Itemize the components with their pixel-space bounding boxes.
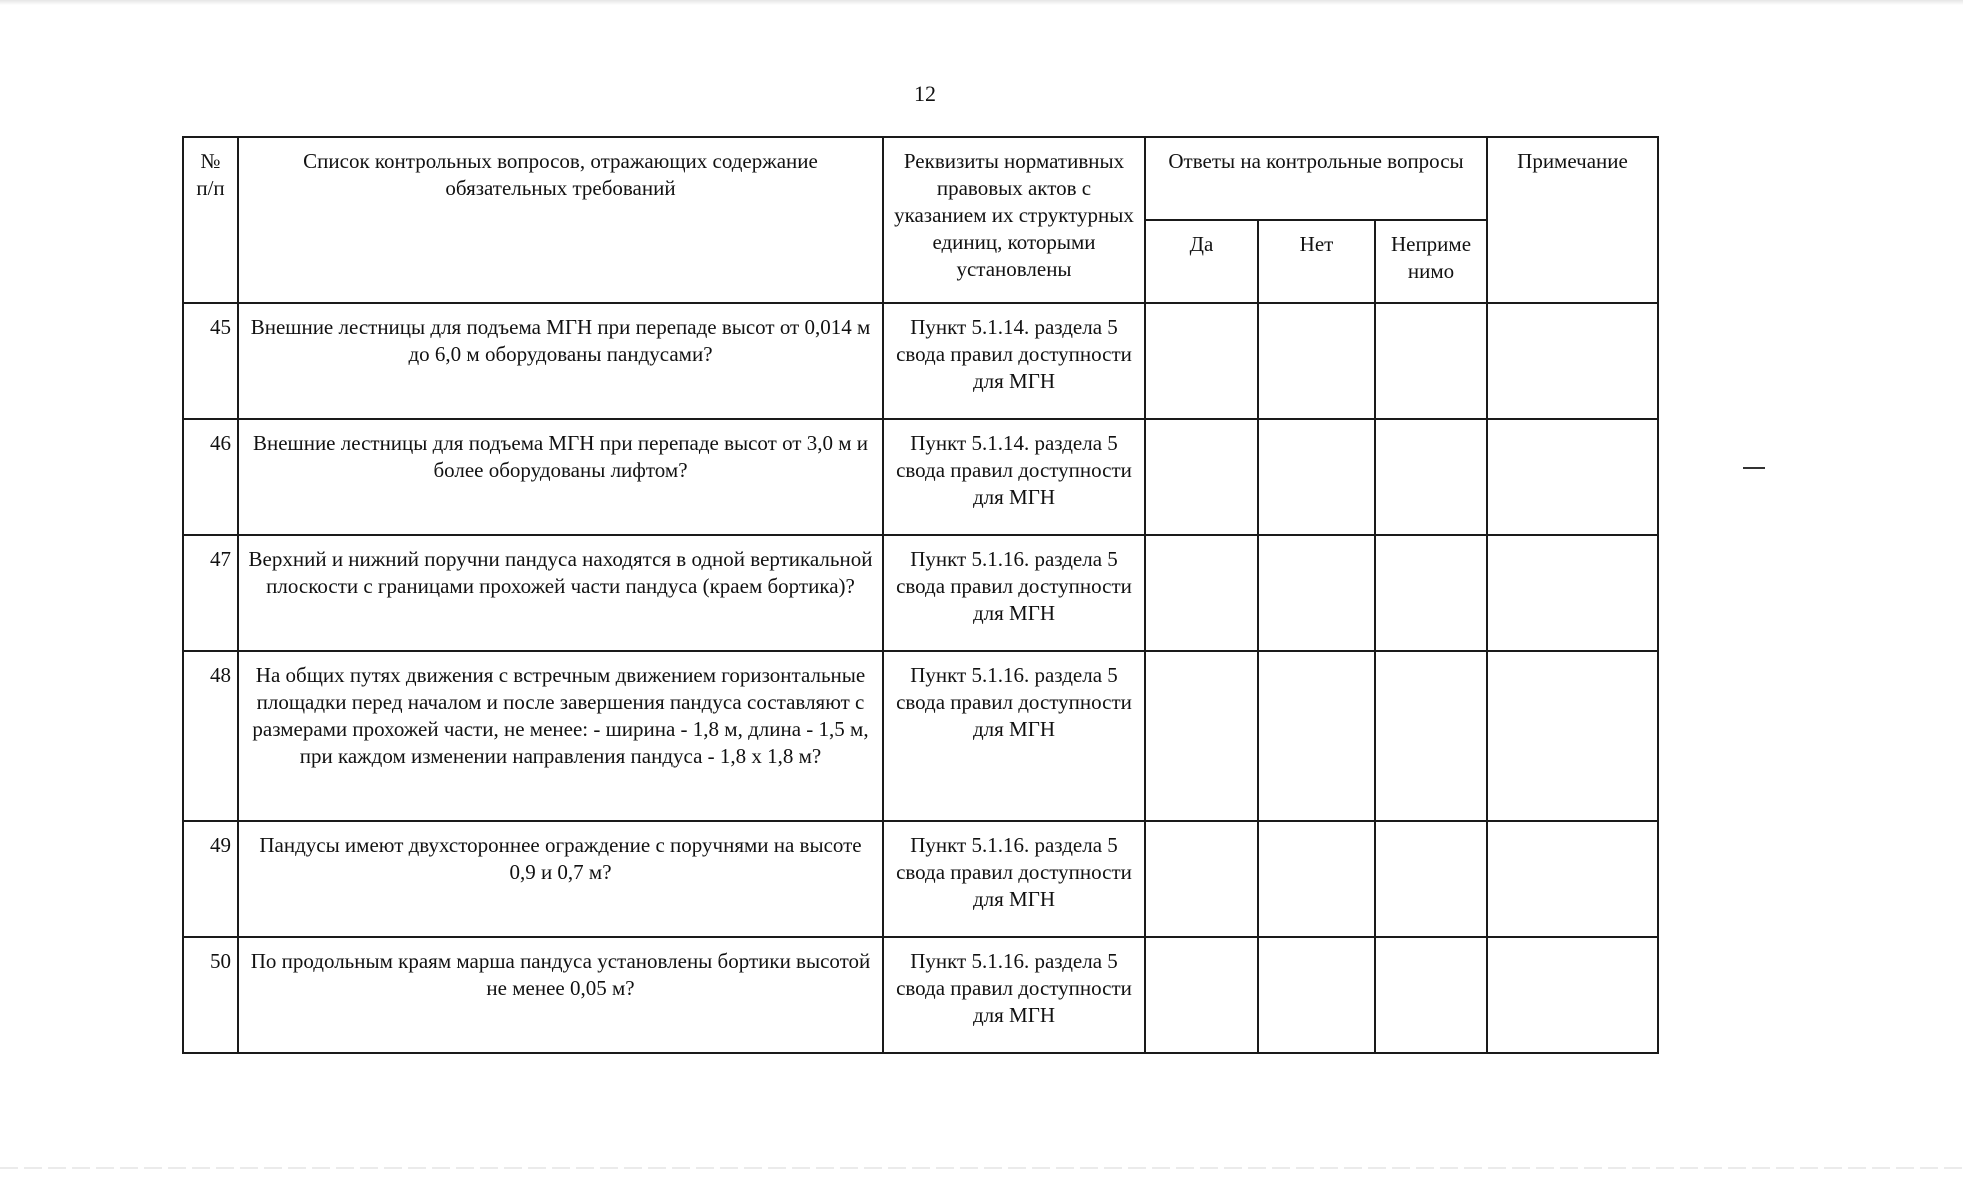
row-num: 48 [183,651,238,821]
answer-no-cell[interactable] [1258,419,1375,535]
table-row [183,821,1658,937]
answer-not-applicable-cell[interactable] [1375,535,1487,651]
row-question: Внешние лестницы для подъема МГН при перепаде высот от 0,014 м до 6,0 м оборудованы пандусами? [238,303,883,419]
header-num: № п/п [183,137,238,303]
answer-yes-cell[interactable] [1145,651,1258,821]
answer-not-applicable-cell[interactable] [1375,419,1487,535]
row-question: Верхний и нижний поручни пандуса находятся в одной вертикальной плоскости с границами прохожей части пандуса (краем бортика)? [238,535,883,651]
page-number: 12 [914,81,936,106]
header-yes: Да [1145,220,1258,303]
margin-dash [1743,467,1765,469]
answer-not-applicable-cell[interactable] [1375,937,1487,1053]
header-no: Нет [1258,220,1375,303]
header-not-applicable: Неприме нимо [1375,220,1487,303]
row-question: По продольным краям марша пандуса установлены бортики высотой не менее 0,05 м? [238,937,883,1053]
table-row [183,651,1658,821]
answer-no-cell[interactable] [1258,651,1375,821]
row-requisite: Пункт 5.1.16. раздела 5 свода правил доступности для МГН [883,821,1145,937]
header-requisites-text: Реквизиты нормативных правовых актов с указанием их структурных единиц, которыми установлены [894,149,1134,281]
scan-edge-top [0,0,1963,5]
row-num: 46 [183,419,238,535]
checklist-table [182,136,1659,1054]
header-answers: Ответы на контрольные вопросы [1145,137,1487,220]
note-cell[interactable] [1487,651,1658,821]
table-row [183,419,1658,535]
note-cell[interactable] [1487,821,1658,937]
table-row [183,937,1658,1053]
row-requisite: Пункт 5.1.16. раздела 5 свода правил доступности для МГН [883,651,1145,821]
scan-edge-bottom [0,1167,1963,1169]
note-cell[interactable] [1487,419,1658,535]
answer-not-applicable-cell[interactable] [1375,651,1487,821]
row-num: 45 [183,303,238,419]
answer-not-applicable-cell[interactable] [1375,821,1487,937]
answer-yes-cell[interactable] [1145,419,1258,535]
row-question: На общих путях движения с встречным движением горизонтальные площадки перед началом и после завершения пандуса составляют с размерами прохожей части, не менее: - ширина - 1,8 м, длина - 1,5 м, при каждом изменении направления пандуса - 1,8 х 1,8 м? [238,651,883,821]
row-requisite: Пункт 5.1.16. раздела 5 свода правил доступности для МГН [883,535,1145,651]
header-questions: Список контрольных вопросов, отражающих содержание обязательных требований [238,137,883,303]
answer-yes-cell[interactable] [1145,937,1258,1053]
table-row [183,535,1658,651]
header-note: Примечание [1487,137,1658,303]
row-question: Пандусы имеют двухстороннее ограждение с поручнями на высоте 0,9 и 0,7 м? [238,821,883,937]
answer-no-cell[interactable] [1258,821,1375,937]
header-requisites [883,137,1145,303]
answer-not-applicable-cell[interactable] [1375,303,1487,419]
row-num: 49 [183,821,238,937]
answer-no-cell[interactable] [1258,937,1375,1053]
note-cell[interactable] [1487,535,1658,651]
table-row [183,303,1658,419]
table-header [183,137,1658,303]
answer-no-cell[interactable] [1258,535,1375,651]
row-question: Внешние лестницы для подъема МГН при перепаде высот от 3,0 м и более оборудованы лифтом? [238,419,883,535]
table-body [183,303,1658,1053]
row-num: 50 [183,937,238,1053]
answer-no-cell[interactable] [1258,303,1375,419]
row-requisite: Пункт 5.1.16. раздела 5 свода правил доступности для МГН [883,937,1145,1053]
row-requisite: Пункт 5.1.14. раздела 5 свода правил доступности для МГН [883,419,1145,535]
header-row-top [183,137,1658,220]
row-num: 47 [183,535,238,651]
answer-yes-cell[interactable] [1145,535,1258,651]
row-requisite: Пункт 5.1.14. раздела 5 свода правил доступности для МГН [883,303,1145,419]
answer-yes-cell[interactable] [1145,821,1258,937]
note-cell[interactable] [1487,937,1658,1053]
answer-yes-cell[interactable] [1145,303,1258,419]
note-cell[interactable] [1487,303,1658,419]
